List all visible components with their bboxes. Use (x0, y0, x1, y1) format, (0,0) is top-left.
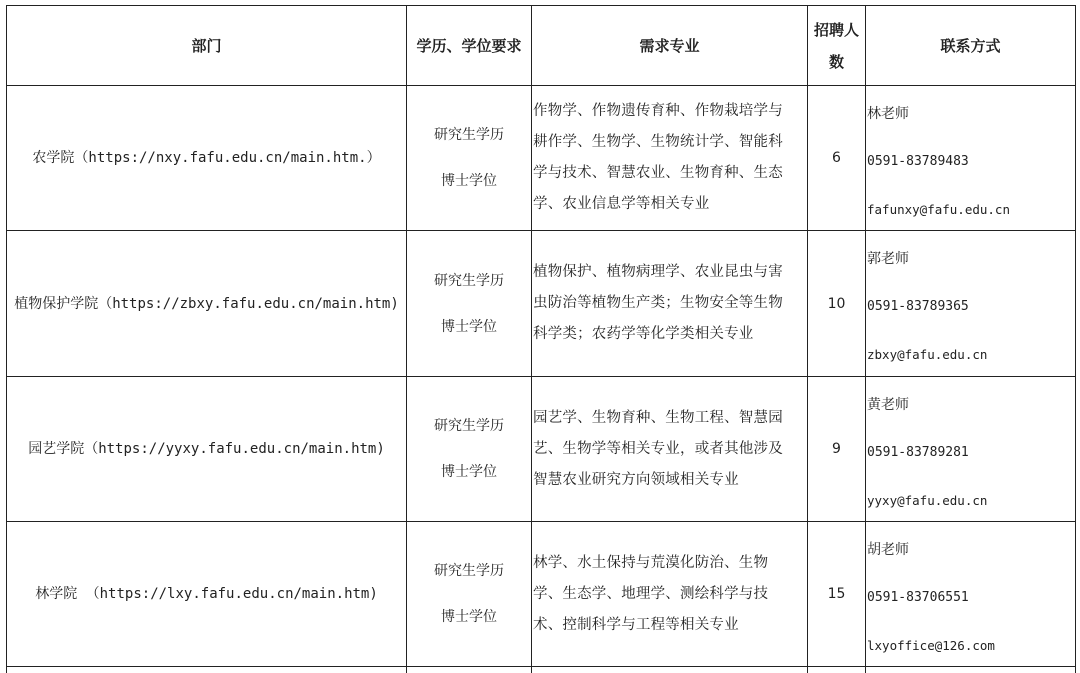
degree-line2: 博士学位 (441, 464, 497, 480)
major-line: 虫防治等植物生产类；生物安全等生物 (533, 295, 783, 311)
degree-line1: 研究生学历 (434, 563, 504, 579)
contact-phone: 0591-83706551 (867, 590, 969, 605)
contact-cell (866, 377, 1075, 521)
dept-url: （https://nxy.fafu.edu.cn/main.htm.） (74, 150, 381, 166)
contact-email: zbxy@fafu.edu.cn (867, 347, 988, 362)
degree-line1: 研究生学历 (434, 127, 504, 143)
contact-phone: 0591-83789483 (867, 154, 969, 169)
dept-name: 园艺学院 (28, 441, 85, 457)
major-cell (532, 86, 807, 230)
degree-cell (407, 377, 531, 521)
header-major: 需求专业 (639, 36, 700, 55)
dept-url: （https://lxy.fafu.edu.cn/main.htm) (77, 586, 378, 602)
count-cell: 10 (827, 295, 846, 312)
degree-line2: 博士学位 (441, 609, 497, 625)
contact-email: lxyoffice@126.com (867, 638, 995, 653)
degree-line1: 研究生学历 (434, 272, 504, 289)
major-line: 学与技术、智慧农业、生物育种、生态 (533, 165, 783, 181)
major-line: 艺、生物学等相关专业，或者其他涉及 (533, 440, 783, 457)
major-line: 作物学、作物遗传育种、作物栽培学与 (533, 103, 783, 119)
degree-cell (407, 231, 531, 376)
header-count-line1: 招聘人 (813, 20, 859, 39)
header-contact: 联系方式 (940, 36, 1001, 55)
contact-name: 胡老师 (867, 542, 909, 558)
dept-text (28, 435, 385, 463)
contact-phone: 0591-83789365 (867, 299, 969, 314)
header-count-line2: 数 (828, 52, 844, 71)
contact-name: 黄老师 (867, 397, 909, 413)
header-degree: 学历、学位要求 (416, 36, 522, 55)
contact-email: yyxy@fafu.edu.cn (867, 493, 988, 508)
major-line: 耕作学、生物学、生物统计学、智能科 (533, 134, 783, 150)
major-line: 学、生态学、地理学、测绘科学与技 (533, 585, 769, 602)
table-row-dept (7, 522, 406, 666)
dept-text (14, 290, 399, 318)
dept-name: 农学院 (32, 150, 75, 166)
degree-line2: 博士学位 (441, 173, 497, 189)
degree-line2: 博士学位 (441, 318, 497, 335)
count-cell: 6 (832, 150, 841, 166)
dept-text (35, 580, 378, 608)
major-cell (532, 522, 807, 666)
major-line: 林学、水土保持与荒漠化防治、生物 (533, 554, 769, 571)
degree-cell (407, 522, 531, 666)
count-cell: 9 (832, 441, 841, 457)
row-divider (6, 666, 1076, 667)
contact-cell (866, 231, 1075, 376)
dept-name: 植物保护学院 (14, 295, 99, 312)
degree-cell (407, 86, 531, 230)
recruitment-table (6, 5, 1076, 673)
major-line: 学、农业信息学等相关专业 (533, 196, 710, 212)
major-cell (532, 231, 807, 376)
major-cell (532, 377, 807, 521)
major-line: 植物保护、植物病理学、农业昆虫与害 (533, 264, 783, 280)
header-department: 部门 (191, 36, 222, 55)
contact-email: fafunxy@fafu.edu.cn (867, 202, 1010, 217)
column-divider (1075, 5, 1076, 673)
contact-cell (866, 86, 1075, 230)
contact-cell (866, 522, 1075, 666)
table-row-dept (7, 377, 406, 521)
major-line: 术、控制科学与工程等相关专业 (533, 616, 739, 633)
table-row-dept (7, 86, 406, 230)
count-cell: 15 (827, 586, 846, 602)
contact-name: 林老师 (867, 106, 909, 122)
dept-name: 林学院 (35, 586, 78, 602)
contact-phone: 0591-83789281 (867, 445, 969, 460)
major-line: 科学类；农药学等化学类相关专业 (533, 326, 754, 342)
major-line: 智慧农业研究方向领域相关专业 (533, 471, 739, 488)
dept-text (32, 144, 380, 172)
dept-url: （https://zbxy.fafu.edu.cn/main.htm) (98, 295, 399, 312)
header-count (808, 6, 865, 85)
major-line: 园艺学、生物育种、生物工程、智慧园 (533, 409, 783, 426)
degree-line1: 研究生学历 (434, 418, 504, 434)
contact-name: 郭老师 (867, 251, 909, 267)
table-row-dept (7, 231, 406, 376)
dept-url: （https://yyxy.fafu.edu.cn/main.htm) (84, 441, 385, 457)
